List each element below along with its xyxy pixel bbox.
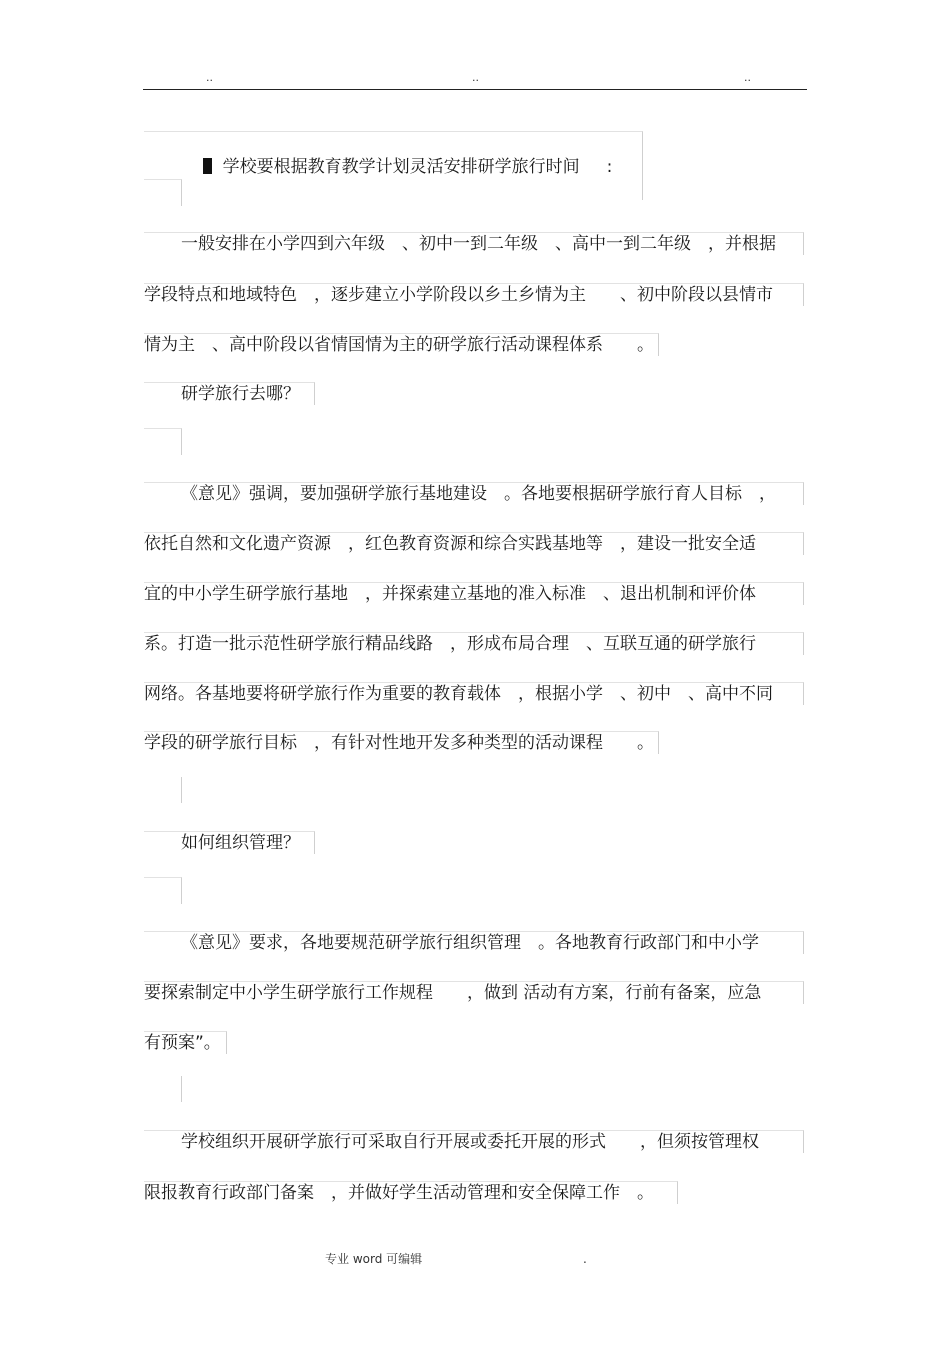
paragraph-line: 学校组织开展研学旅行可采取自行开展或委托开展的形式 ，但须按管理权	[144, 1130, 804, 1153]
paragraph-line: 学段特点和地域特色 ，逐步建立小学阶段以乡土乡情为主 、初中阶段以县情市	[144, 283, 804, 306]
paragraph-line: 限报教育行政部门备案 ，并做好学生活动管理和安全保障工作 。	[144, 1181, 678, 1204]
header-mark: ..	[206, 71, 213, 84]
footer-label: 专业 word 可编辑	[325, 1252, 423, 1266]
blank-line	[144, 1076, 182, 1102]
paragraph-line: 系。打造一批示范性研学旅行精品线路 ，形成布局合理 、互联互通的研学旅行	[144, 632, 804, 655]
paragraph-line: 依托自然和文化遗产资源 ，红色教育资源和综合实践基地等 ，建设一批安全适	[144, 532, 804, 555]
paragraph-line: 要探索制定中小学生研学旅行工作规程 ，做到 活动有方案，行前有备案，应急	[144, 981, 804, 1004]
paragraph-line: 《意见》要求，各地要规范研学旅行组织管理 。各地教育行政部门和中小学	[144, 931, 804, 954]
square-bullet-icon	[203, 158, 212, 174]
blank-line	[144, 877, 182, 904]
paragraph-line: 一般安排在小学四到六年级 、初中一到二年级 、高中一到二年级 ，并根据	[144, 232, 804, 255]
blank-line	[144, 777, 182, 803]
blank-line	[144, 179, 182, 206]
header-mark: ..	[472, 71, 479, 84]
paragraph-line: 宜的中小学生研学旅行基地 ，并探索建立基地的准入标准 、退出机制和评价体	[144, 582, 804, 605]
section-heading	[144, 131, 643, 200]
section-title: 研学旅行去哪？	[144, 382, 315, 405]
paragraph-line: 学段的研学旅行目标 ，有针对性地开发多种类型的活动课程 。	[144, 731, 659, 754]
paragraph-line: 有预案”。	[144, 1031, 227, 1054]
header-rule	[143, 89, 807, 90]
footer-mark: .	[583, 1252, 587, 1266]
heading-colon: :	[606, 157, 613, 177]
section-title: 如何组织管理？	[144, 831, 315, 854]
blank-line	[144, 428, 182, 455]
paragraph-line: 网络。各基地要将研学旅行作为重要的教育载体 ，根据小学 、初中 、高中不同	[144, 682, 804, 705]
heading-text: 学校要根据教育教学计划灵活安排研学旅行时间	[222, 157, 580, 177]
header-mark: ..	[744, 71, 751, 84]
paragraph-line: 情为主 、高中阶段以省情国情为主的研学旅行活动课程体系 。	[144, 333, 659, 356]
paragraph-line: 《意见》强调，要加强研学旅行基地建设 。各地要根据研学旅行育人目标 ，	[144, 482, 804, 505]
